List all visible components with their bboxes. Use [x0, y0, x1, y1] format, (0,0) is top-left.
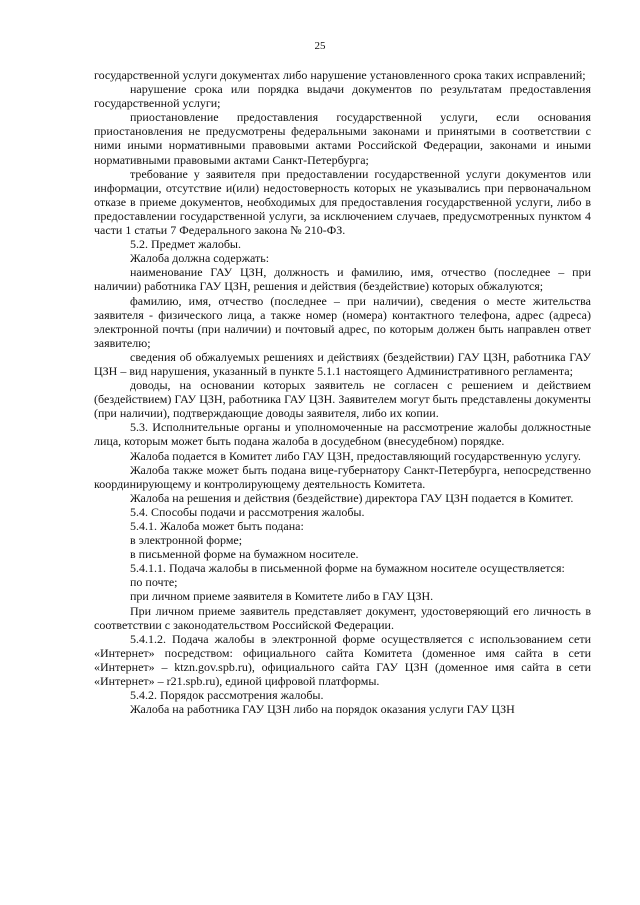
paragraph: Жалоба должна содержать:	[130, 251, 270, 266]
paragraph: 5.4.2. Порядок рассмотрения жалобы.	[130, 688, 324, 703]
paragraph: доводы, на основании которых заявитель не согласен с решением и действием (бездействием) ГАУ ЦЗН, работника ГАУ ЦЗН. Заявителем могут быть представлены документы (при наличии), подтверждающие доводы заявителя, либо их копии.	[94, 378, 591, 421]
paragraph: 5.4.1.2. Подача жалобы в электронной форме осуществляется с использованием сети «Интернет» посредством: официального сайта Комитета (доменное имя сайта в сети «Интернет» – ktzn.gov.spb.ru), официального сайта ГАУ ЦЗН (доменное имя сайта в сети «Интернет» – r21.spb.ru), единой цифровой платформы.	[94, 631, 591, 689]
page-number: 25	[314, 40, 326, 52]
paragraph: при личном приеме заявителя в Комитете либо в ГАУ ЦЗН.	[130, 589, 434, 604]
paragraph: 5.3. Исполнительные органы и уполномоченные на рассмотрение жалобы должностные лица, которым может быть подана жалоба в досудебном (внесудебном) порядке.	[94, 420, 591, 449]
paragraph: по почте;	[130, 575, 178, 590]
paragraph: нарушение срока или порядка выдачи документов по результатам предоставления государственной услуги;	[94, 82, 591, 111]
paragraph: 5.4.1.1. Подача жалобы в письменной форме на бумажном носителе осуществляется:	[130, 561, 565, 576]
paragraph: приостановление предоставления государственной услуги, если основания приостановления не предусмотрены федеральными законами и принятыми в соответствии с ними иными нормативными правовыми актами Российской Федерации, законами и иными нормативными правовыми актами Санкт-Петербурга;	[94, 110, 591, 167]
paragraph: наименование ГАУ ЦЗН, должность и фамилию, имя, отчество (последнее – при наличии) работника ГАУ ЦЗН, решения и действия (бездействие) которых обжалуются;	[94, 265, 591, 294]
paragraph: сведения об обжалуемых решениях и действиях (бездействии) ГАУ ЦЗН, работника ГАУ ЦЗН – вид нарушения, указанный в пункте 5.1.1 настоящего Административного регламента;	[94, 349, 591, 378]
paragraph: требование у заявителя при предоставлении государственной услуги документов или информации, отсутствие и(или) недостоверность которых не указывались при первоначальном отказе в приеме документов, необходимых для предоставления государственной услуги, либо в предоставлении государственной услуги, за исключением случаев, предусмотренных пунктом 4 части 1 статьи 7 Федерального закона № 210-ФЗ.	[94, 166, 591, 238]
paragraph: в электронной форме;	[130, 533, 243, 548]
paragraph: При личном приеме заявитель представляет документ, удостоверяющий его личность в соответствии с законодательством Российской Федерации.	[94, 603, 591, 632]
paragraph: Жалоба также может быть подана вице-губернатору Санкт-Петербурга, непосредственно координирующему и контролирующему деятельность Комитета.	[94, 462, 591, 491]
paragraph: фамилию, имя, отчество (последнее – при наличии), сведения о месте жительства заявителя - физического лица, а также номер (номера) контактного телефона, адрес (адреса) электронной почты (при наличии) и почтовый адрес, по которым должен быть направлен ответ заявителю;	[94, 293, 591, 350]
paragraph: 5.2. Предмет жалобы.	[130, 237, 241, 252]
paragraph: Жалоба на работника ГАУ ЦЗН либо на порядок оказания услуги ГАУ ЦЗН	[130, 702, 515, 717]
paragraph: Жалоба подается в Комитет либо ГАУ ЦЗН, предоставляющий государственную услугу.	[130, 448, 581, 463]
paragraph: 5.4.1. Жалоба может быть подана:	[130, 519, 304, 533]
paragraph: государственной услуги документах либо нарушение установленного срока таких исправлений;	[94, 68, 586, 82]
paragraph: Жалоба на решения и действия (бездействие) директора ГАУ ЦЗН подается в Комитет.	[130, 490, 574, 505]
paragraph: 5.4. Способы подачи и рассмотрения жалобы.	[130, 504, 365, 519]
paragraph: в письменной форме на бумажном носителе.	[130, 547, 359, 562]
document-body	[94, 68, 591, 716]
